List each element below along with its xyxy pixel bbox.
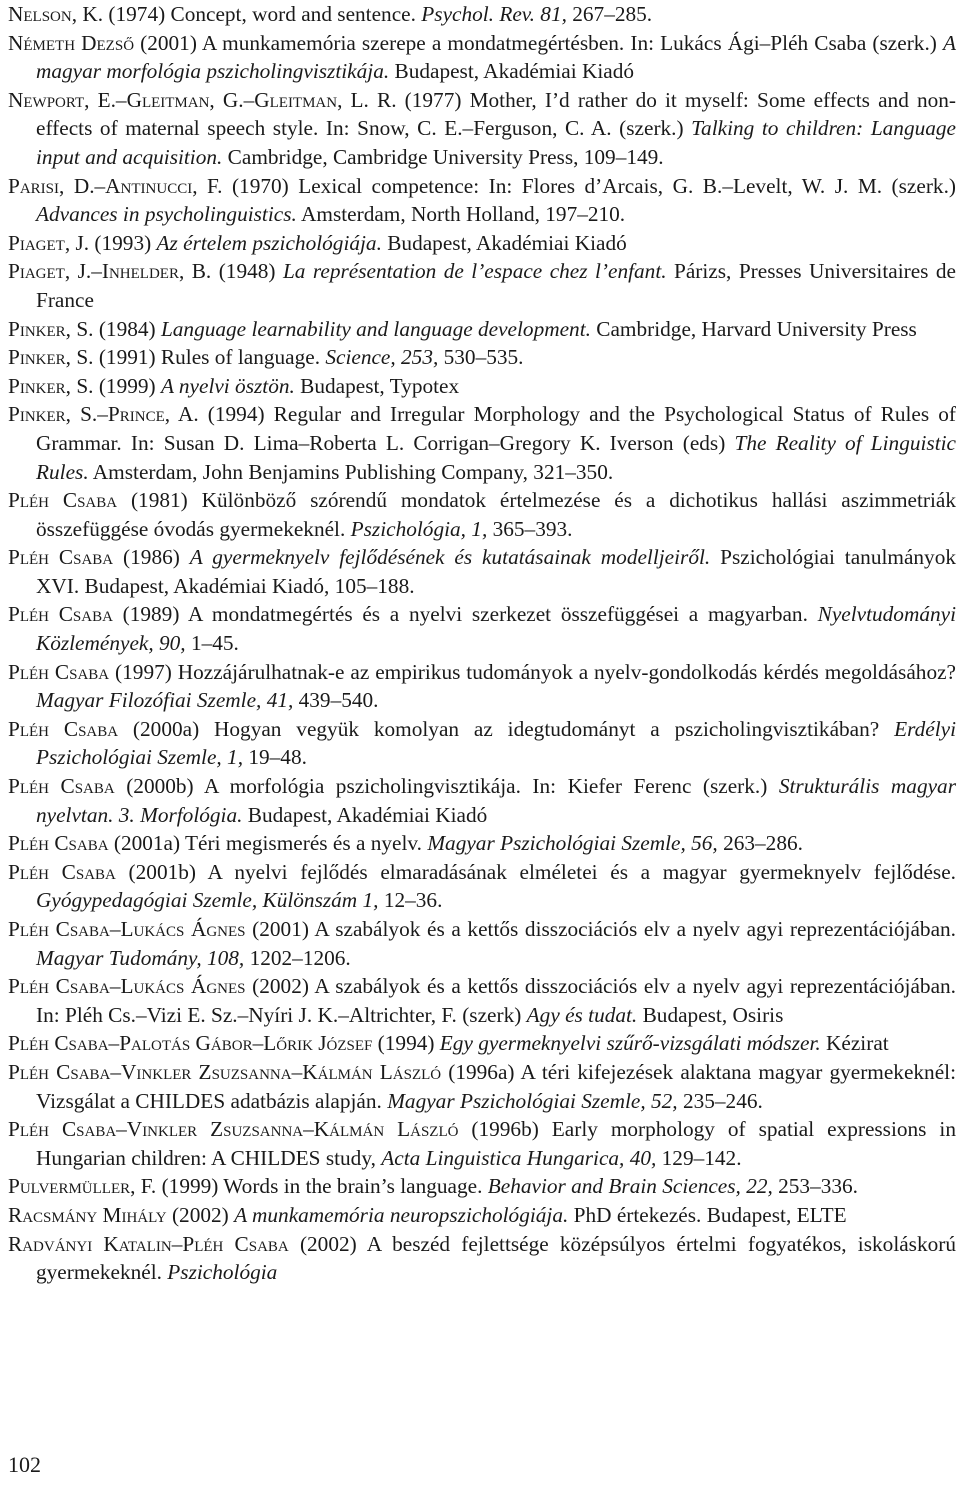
reference-text: 530–535. bbox=[438, 345, 524, 370]
reference-title-italic: Magyar Tudomány, 108, bbox=[36, 945, 245, 970]
reference-author: Pléh Csaba bbox=[8, 545, 114, 570]
reference-entry bbox=[8, 829, 956, 858]
reference-author: Pinker, S. bbox=[8, 345, 94, 370]
reference-title-italic: Language learnability and language development. bbox=[160, 316, 591, 341]
reference-author: Pléh Csaba bbox=[8, 602, 113, 627]
reference-text: Cambridge, Harvard University Press bbox=[590, 316, 917, 341]
reference-text: (2001b) A nyelvi fejlődés elmaradásának elméletei és a magyar gyermeknyelv fejlődése. bbox=[115, 859, 956, 884]
reference-entry bbox=[8, 315, 956, 344]
reference-text: (1984) bbox=[93, 316, 161, 341]
reference-text: 1202–1206. bbox=[244, 945, 351, 970]
reference-author: Parisi, D.–Antinucci, F. bbox=[8, 173, 223, 198]
reference-title-italic: A magyar morfológia pszicholingvisztikája. bbox=[36, 30, 956, 84]
reference-author: Pulvermüller, F. bbox=[8, 1174, 157, 1199]
reference-entry bbox=[8, 486, 956, 543]
reference-text: Pszichológiai tanulmányok XVI. Budapest, Akadémiai Kiadó, 105–188. bbox=[36, 545, 957, 598]
reference-text: 12–36. bbox=[378, 888, 443, 913]
reference-text: (1994) bbox=[372, 1031, 440, 1056]
reference-entry bbox=[8, 400, 956, 486]
reference-title-italic: Acta Linguistica Hungarica, 40, bbox=[381, 1145, 657, 1170]
reference-text: Budapest, Akadémiai Kiadó bbox=[242, 802, 488, 827]
reference-entry bbox=[8, 172, 956, 229]
reference-text: (1993) bbox=[89, 230, 157, 255]
reference-text: (1996b) Early morphology of spatial expressions in Hungarian children: A CHILDES study, bbox=[36, 1117, 956, 1170]
reference-entry bbox=[8, 1201, 956, 1230]
reference-author: Pinker, S.–Prince, A. bbox=[8, 402, 199, 427]
reference-author: Pléh Csaba bbox=[8, 774, 115, 799]
reference-text: 253–336. bbox=[772, 1174, 858, 1199]
reference-title-italic: Psychol. Rev. 81, bbox=[421, 2, 567, 26]
reference-text: Budapest, Typotex bbox=[294, 373, 460, 398]
reference-text: 1–45. bbox=[185, 631, 239, 656]
reference-text: 19–48. bbox=[243, 745, 307, 770]
reference-title-italic: Gyógypedagógiai Szemle, Különszám 1, bbox=[36, 888, 379, 913]
reference-entry bbox=[8, 229, 956, 258]
reference-title-italic: Az értelem pszichológiája. bbox=[156, 230, 382, 255]
reference-author: Pléh Csaba–Vinkler Zsuzsanna–Kálmán László bbox=[8, 1059, 442, 1084]
reference-text: Budapest, Akadémiai Kiadó bbox=[389, 59, 635, 84]
reference-entry bbox=[8, 858, 956, 915]
reference-author: Németh Dezső bbox=[8, 30, 135, 55]
reference-author: Pinker, S. bbox=[8, 373, 94, 398]
reference-text: (1994) Regular and Irregular Morphology and the Psychological Status of Rules of Grammar. In: Susan D. Lima–Roberta L. Corrigan–Gregory K. Iverson (eds) bbox=[36, 402, 956, 455]
reference-text: Amsterdam, North Holland, 197–210. bbox=[296, 202, 626, 227]
reference-title-italic: Strukturális magyar nyelvtan. 3. Morfológia. bbox=[36, 774, 956, 827]
reference-title-italic: Agy és tudat. bbox=[526, 1002, 638, 1027]
reference-author: Piaget, J.–Inhelder, B. bbox=[8, 259, 212, 284]
reference-author: Newport, E.–Gleitman, G.–Gleitman, L. R. bbox=[8, 87, 397, 112]
reference-entry bbox=[8, 915, 956, 972]
reference-title-italic: Egy gyermeknyelvi szűrő-vizsgálati módszer. bbox=[439, 1031, 821, 1056]
reference-text: (1974) Concept, word and sentence. bbox=[103, 2, 422, 26]
reference-entry bbox=[8, 715, 956, 772]
reference-text: Cambridge, Cambridge University Press, 109–149. bbox=[222, 144, 664, 169]
reference-entry bbox=[8, 772, 956, 829]
reference-title-italic: Pszichológia bbox=[167, 1260, 278, 1285]
reference-text: Párizs, Presses Universitaires de France bbox=[36, 259, 956, 312]
reference-entry bbox=[8, 86, 956, 172]
reference-title-italic: Behavior and Brain Sciences, 22, bbox=[487, 1174, 773, 1199]
page-number: 102 bbox=[8, 1452, 41, 1477]
reference-text: (1999) Words in the brain’s language. bbox=[156, 1174, 488, 1199]
reference-page bbox=[8, 0, 956, 1287]
reference-text: (2000b) A morfológia pszicholingvisztikája. In: Kiefer Ferenc (szerk.) bbox=[114, 774, 779, 799]
reference-author: Pléh Csaba bbox=[8, 488, 118, 513]
reference-title-italic: Magyar Pszichológiai Szemle, 56, bbox=[427, 831, 718, 856]
reference-title-italic: Nyelvtudományi Közlemények, 90, bbox=[36, 602, 956, 656]
reference-author: Pléh Csaba–Lukács Ágnes bbox=[8, 974, 246, 999]
reference-text: (1977) Mother, I’d rather do it myself: Some effects and non-effects of maternal speech style. In: Snow, C. E.–Ferguson, C. A. (szerk.) bbox=[36, 87, 957, 141]
reference-text: Budapest, Osiris bbox=[637, 1002, 784, 1027]
reference-text: 439–540. bbox=[293, 688, 379, 713]
reference-author: Radványi Katalin–Pléh Csaba bbox=[8, 1231, 289, 1256]
reference-text: Budapest, Akadémiai Kiadó bbox=[381, 230, 627, 255]
reference-text: (2001) A szabályok és a kettős disszociációs elv a nyelv agyi reprezentációjában. bbox=[245, 917, 956, 941]
reference-author: Pléh Csaba–Palotás Gábor–Lőrik József bbox=[8, 1031, 373, 1056]
reference-title-italic: Erdélyi Pszichológiai Szemle, 1, bbox=[36, 716, 956, 770]
reference-title-italic: Pszichológia, 1, bbox=[350, 516, 488, 541]
reference-author: Pléh Csaba bbox=[8, 859, 116, 884]
reference-author: Racsmány Mihály bbox=[8, 1202, 167, 1227]
reference-title-italic: A gyermeknyelv fejlődésének és kutatásainak modelljeiről. bbox=[189, 545, 711, 570]
reference-text: (1986) bbox=[113, 545, 190, 570]
reference-text: (2002) bbox=[166, 1202, 235, 1227]
reference-text: (1999) bbox=[93, 373, 161, 398]
reference-entry bbox=[8, 257, 956, 314]
reference-text: 365–393. bbox=[487, 516, 573, 541]
reference-text: (1948) bbox=[211, 259, 283, 284]
reference-list bbox=[8, 0, 956, 1287]
reference-author: Pléh Csaba–Lukács Ágnes bbox=[8, 917, 246, 941]
reference-entry bbox=[8, 1115, 956, 1172]
reference-text: Amsterdam, John Benjamins Publishing Company, 321–350. bbox=[88, 459, 614, 484]
reference-text: (1997) Hozzájárulhatnak-e az empirikus tudományok a nyelv-gondolkodás kérdés megoldásához? bbox=[109, 659, 956, 684]
reference-text: PhD értekezés. Budapest, ELTE bbox=[568, 1202, 847, 1227]
reference-title-italic: Talking to children: Language input and acquisition. bbox=[36, 116, 957, 169]
reference-author: Pléh Csaba–Vinkler Zsuzsanna–Kálmán László bbox=[8, 1117, 459, 1142]
reference-title-italic: The Reality of Linguistic Rules. bbox=[36, 430, 956, 484]
reference-title-italic: A munkamemória neuropszichológiája. bbox=[234, 1202, 569, 1227]
reference-author: Nelson, K. bbox=[8, 2, 104, 26]
reference-entry bbox=[8, 343, 956, 372]
reference-entry bbox=[8, 1058, 956, 1115]
reference-text: 235–246. bbox=[677, 1088, 763, 1113]
reference-author: Pléh Csaba bbox=[8, 659, 110, 684]
reference-text: (1981) Különböző szórendű mondatok értelmezése és a dichotikus hallási aszimmetriák összefüggése óvodás gyermekeknél. bbox=[36, 488, 956, 541]
reference-author: Pinker, S. bbox=[8, 316, 94, 341]
reference-entry bbox=[8, 972, 956, 1029]
reference-text: (2000a) Hogyan vegyük komolyan az idegtudományt a pszicholingvisztikában? bbox=[118, 716, 895, 741]
reference-text: (2001a) Téri megismerés és a nyelv. bbox=[108, 831, 428, 856]
reference-text: (2001) A munkamemória szerepe a mondatmegértésben. In: Lukács Ági–Pléh Csaba (szerk.) bbox=[134, 30, 943, 55]
reference-title-italic: Magyar Filozófiai Szemle, 41, bbox=[36, 688, 294, 713]
reference-title-italic: Science, 253, bbox=[325, 345, 439, 370]
reference-entry bbox=[8, 1172, 956, 1201]
reference-text: (1989) A mondatmegértés és a nyelvi szerkezet összefüggései a magyarban. bbox=[112, 602, 818, 627]
reference-entry bbox=[8, 372, 956, 401]
reference-entry bbox=[8, 0, 956, 29]
reference-author: Piaget, J. bbox=[8, 230, 90, 255]
reference-author: Pléh Csaba bbox=[8, 831, 109, 856]
reference-title-italic: A nyelvi ösztön. bbox=[160, 373, 295, 398]
reference-title-italic: Magyar Pszichológiai Szemle, 52, bbox=[387, 1088, 678, 1113]
reference-text: 267–285. bbox=[566, 2, 653, 26]
reference-text: (1996a) A téri kifejezések alaktana magyar gyermekeknél: Vizsgálat a CHILDES adatbázis alapján. bbox=[36, 1059, 956, 1113]
reference-entry bbox=[8, 543, 956, 600]
reference-text: (1991) Rules of language. bbox=[93, 345, 326, 370]
reference-text: (2002) A beszéd fejlettsége középsúlyos értelmi fogyatékos, iskoláskorú gyermekeknél. bbox=[36, 1231, 957, 1285]
reference-entry bbox=[8, 658, 956, 715]
reference-text: 263–286. bbox=[717, 831, 803, 856]
reference-title-italic: La représentation de l’espace chez l’enfant. bbox=[282, 259, 667, 284]
reference-title-italic: Advances in psycholinguistics. bbox=[36, 202, 297, 227]
reference-entry bbox=[8, 1029, 956, 1058]
reference-text: (2002) A szabályok és a kettős disszociációs elv a nyelv agyi reprezentációjában. In: Pléh Cs.–Vizi E. Sz.–Nyíri J. K.–Altrichter, F. (szerk) bbox=[36, 974, 956, 1027]
reference-entry bbox=[8, 1230, 956, 1287]
reference-text: 129–142. bbox=[656, 1145, 742, 1170]
reference-entry bbox=[8, 600, 956, 657]
reference-text: (1970) Lexical competence: In: Flores d’Arcais, G. B.–Levelt, W. J. M. (szerk.) bbox=[222, 173, 956, 198]
reference-entry bbox=[8, 29, 956, 86]
reference-text: Kézirat bbox=[820, 1031, 889, 1056]
reference-author: Pléh Csaba bbox=[8, 716, 119, 741]
